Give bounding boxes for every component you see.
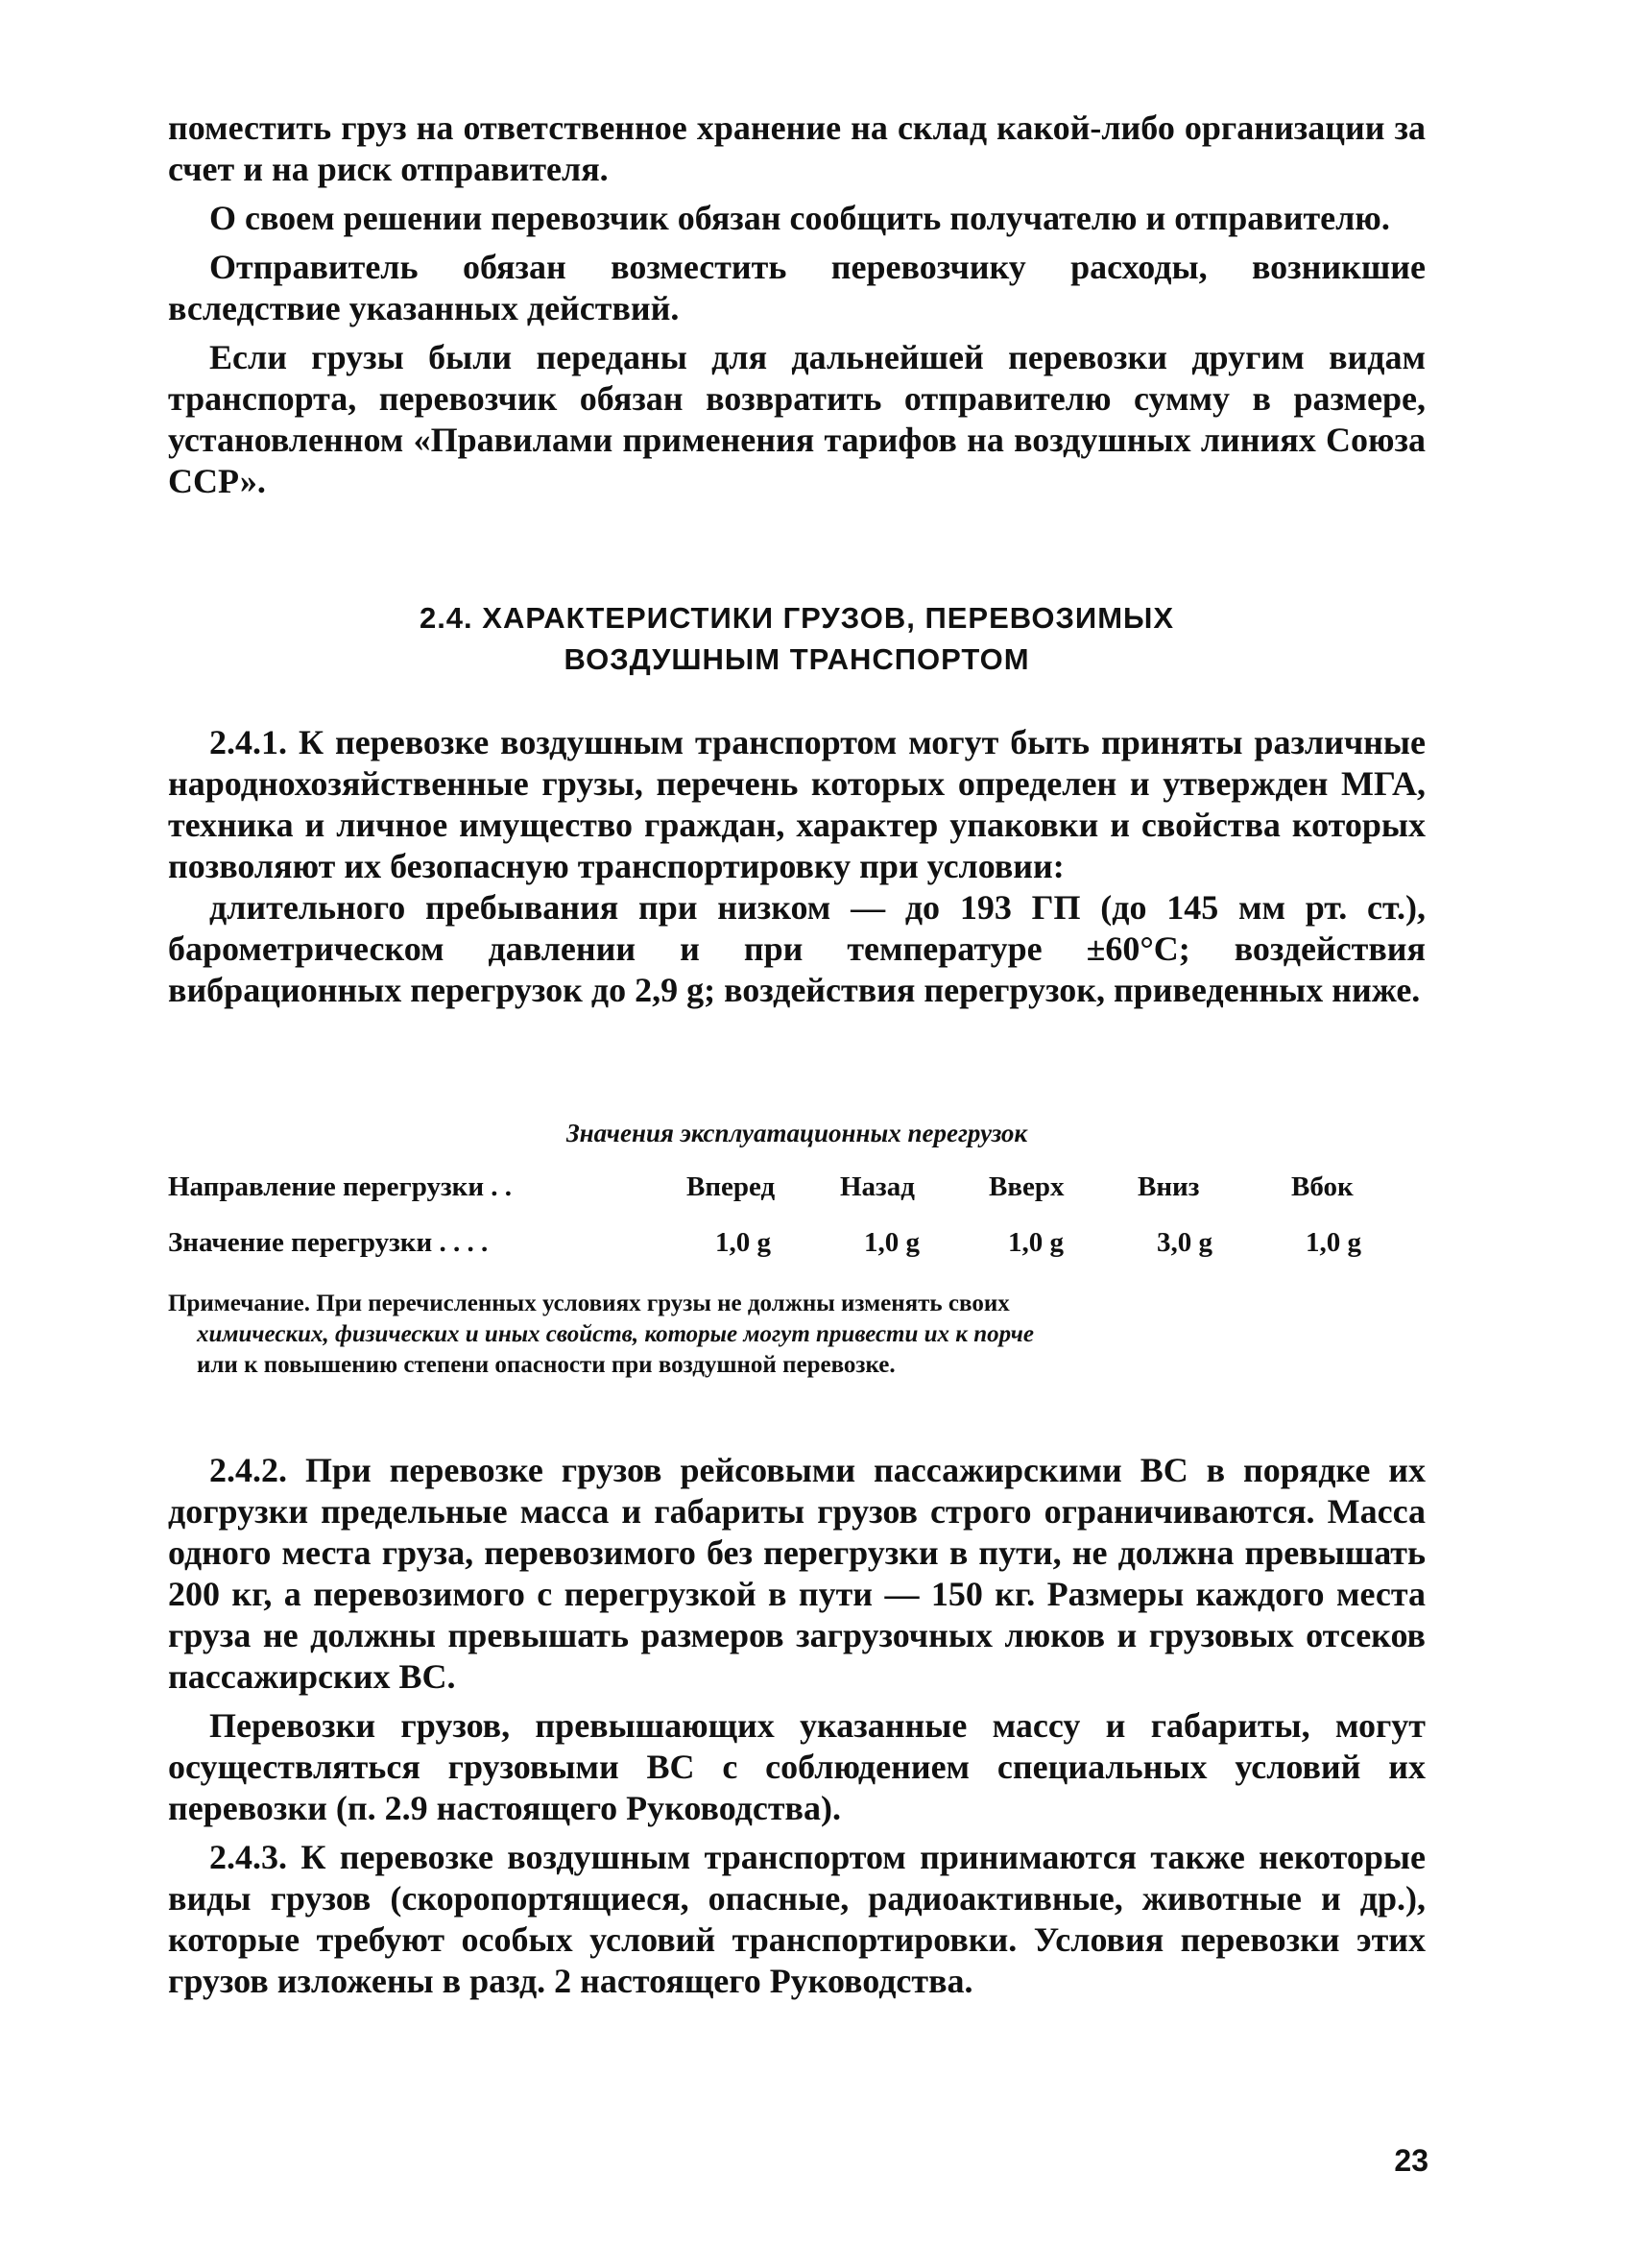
table-row-direction	[168, 1171, 1426, 1210]
table-row-value	[168, 1227, 1426, 1266]
table-row-label: Направление перегрузки . .	[168, 1171, 513, 1202]
paragraph-243: 2.4.3. К перевозке воздушным транспортом принимаются также некоторые виды грузов (скоропортящиеся, опасные, радиоактивные, животные и др.), которые требуют особых условий транспортировки. Условия перевозки этих грузов изложены в разд. 2 настоящего Руководства.	[168, 1838, 1426, 2000]
paragraph-242: 2.4.2. При перевозке грузов рейсовыми пассажирскими ВС в порядке их догрузки предельные масса и габариты грузов строго ограничиваются. Масса одного места груза, перевозимого без перегрузки в пути, не должна превышать 200 кг, а перевозимого с перегрузкой в пути — 150 кг. Размеры каждого места груза не должны превышать размеров загрузочных люков и грузовых отсеков пассажирских ВС.	[168, 1451, 1426, 1696]
page-number: 23	[1394, 2143, 1428, 2178]
section-heading-line2: ВОЗДУШНЫМ ТРАНСПОРТОМ	[564, 642, 1030, 676]
section-241	[168, 722, 1426, 1011]
note-line3: или к повышению степени опасности при воздушной перевозке.	[197, 1352, 896, 1378]
section-242	[168, 1450, 1426, 2002]
table-row-label: Значение перегрузки . . . .	[168, 1227, 489, 1258]
paragraph: Отправитель обязан возместить перевозчику расходы, возникшие вследствие указанных действий.	[168, 248, 1426, 327]
table-header-cell: Вверх	[989, 1171, 1065, 1202]
section-heading-line1: 2.4. ХАРАКТЕРИСТИКИ ГРУЗОВ, ПЕРЕВОЗИМЫХ	[419, 601, 1175, 635]
table-caption: Значения эксплуатационных перегрузок	[565, 1119, 1028, 1147]
table-header-cell: Вбок	[1291, 1171, 1354, 1202]
paragraph: Если грузы были переданы для дальнейшей перевозки другим видам транспорта, перевозчик обязан возвратить отправителю сумму в размере, установленном «Правилами применения тарифов на воздушных линиях Союза ССР».	[168, 338, 1426, 500]
note-label: Примечание.	[168, 1291, 311, 1316]
note-text: При перечисленных условиях грузы не должны изменять своих	[316, 1291, 1010, 1316]
table-header-cell: Вниз	[1138, 1171, 1200, 1202]
table-value-cell: 1,0 g	[864, 1227, 920, 1258]
table-header-cell: Вперед	[686, 1171, 776, 1202]
note-line1	[168, 1289, 1426, 1319]
table-header-cell: Назад	[840, 1171, 915, 1202]
paragraph-241-continuation: длительного пребывания при низком — до 193 ГП (до 145 мм рт. ст.), барометрическом давлении и при температуре ±60°С; воздействия вибрационных перегрузок до 2,9 g; воздействия перегрузок, приведенных ниже.	[168, 888, 1426, 1009]
table-note	[168, 1289, 1426, 1381]
table-value-cell: 1,0 g	[715, 1227, 771, 1258]
top-paragraphs	[168, 108, 1426, 502]
paragraph-241: 2.4.1. К перевозке воздушным транспортом могут быть приняты различные народнохозяйственные грузы, перечень которых определен и утвержден МГА, техника и личное имущество граждан, характер упаковки и свойства которых позволяют их безопасную транспортировку при условии:	[168, 723, 1426, 885]
paragraph-continuation: поместить груз на ответственное хранение на склад какой-либо организации за счет и на риск отправителя.	[168, 109, 1426, 188]
table-value-cell: 3,0 g	[1157, 1227, 1212, 1258]
table-value-cell: 1,0 g	[1008, 1227, 1064, 1258]
note-line2: химических, физических и иных свойств, которые могут привести их к порче	[197, 1321, 1035, 1347]
section-heading	[168, 597, 1426, 680]
paragraph: О своем решении перевозчик обязан сообщить получателю и отправителю.	[209, 199, 1390, 237]
paragraph-242b: Перевозки грузов, превышающих указанные массу и габариты, могут осуществляться грузовыми ВС с соблюдением специальных условий их перевозки (п. 2.9 настоящего Руководства).	[168, 1706, 1426, 1827]
table-value-cell: 1,0 g	[1306, 1227, 1361, 1258]
